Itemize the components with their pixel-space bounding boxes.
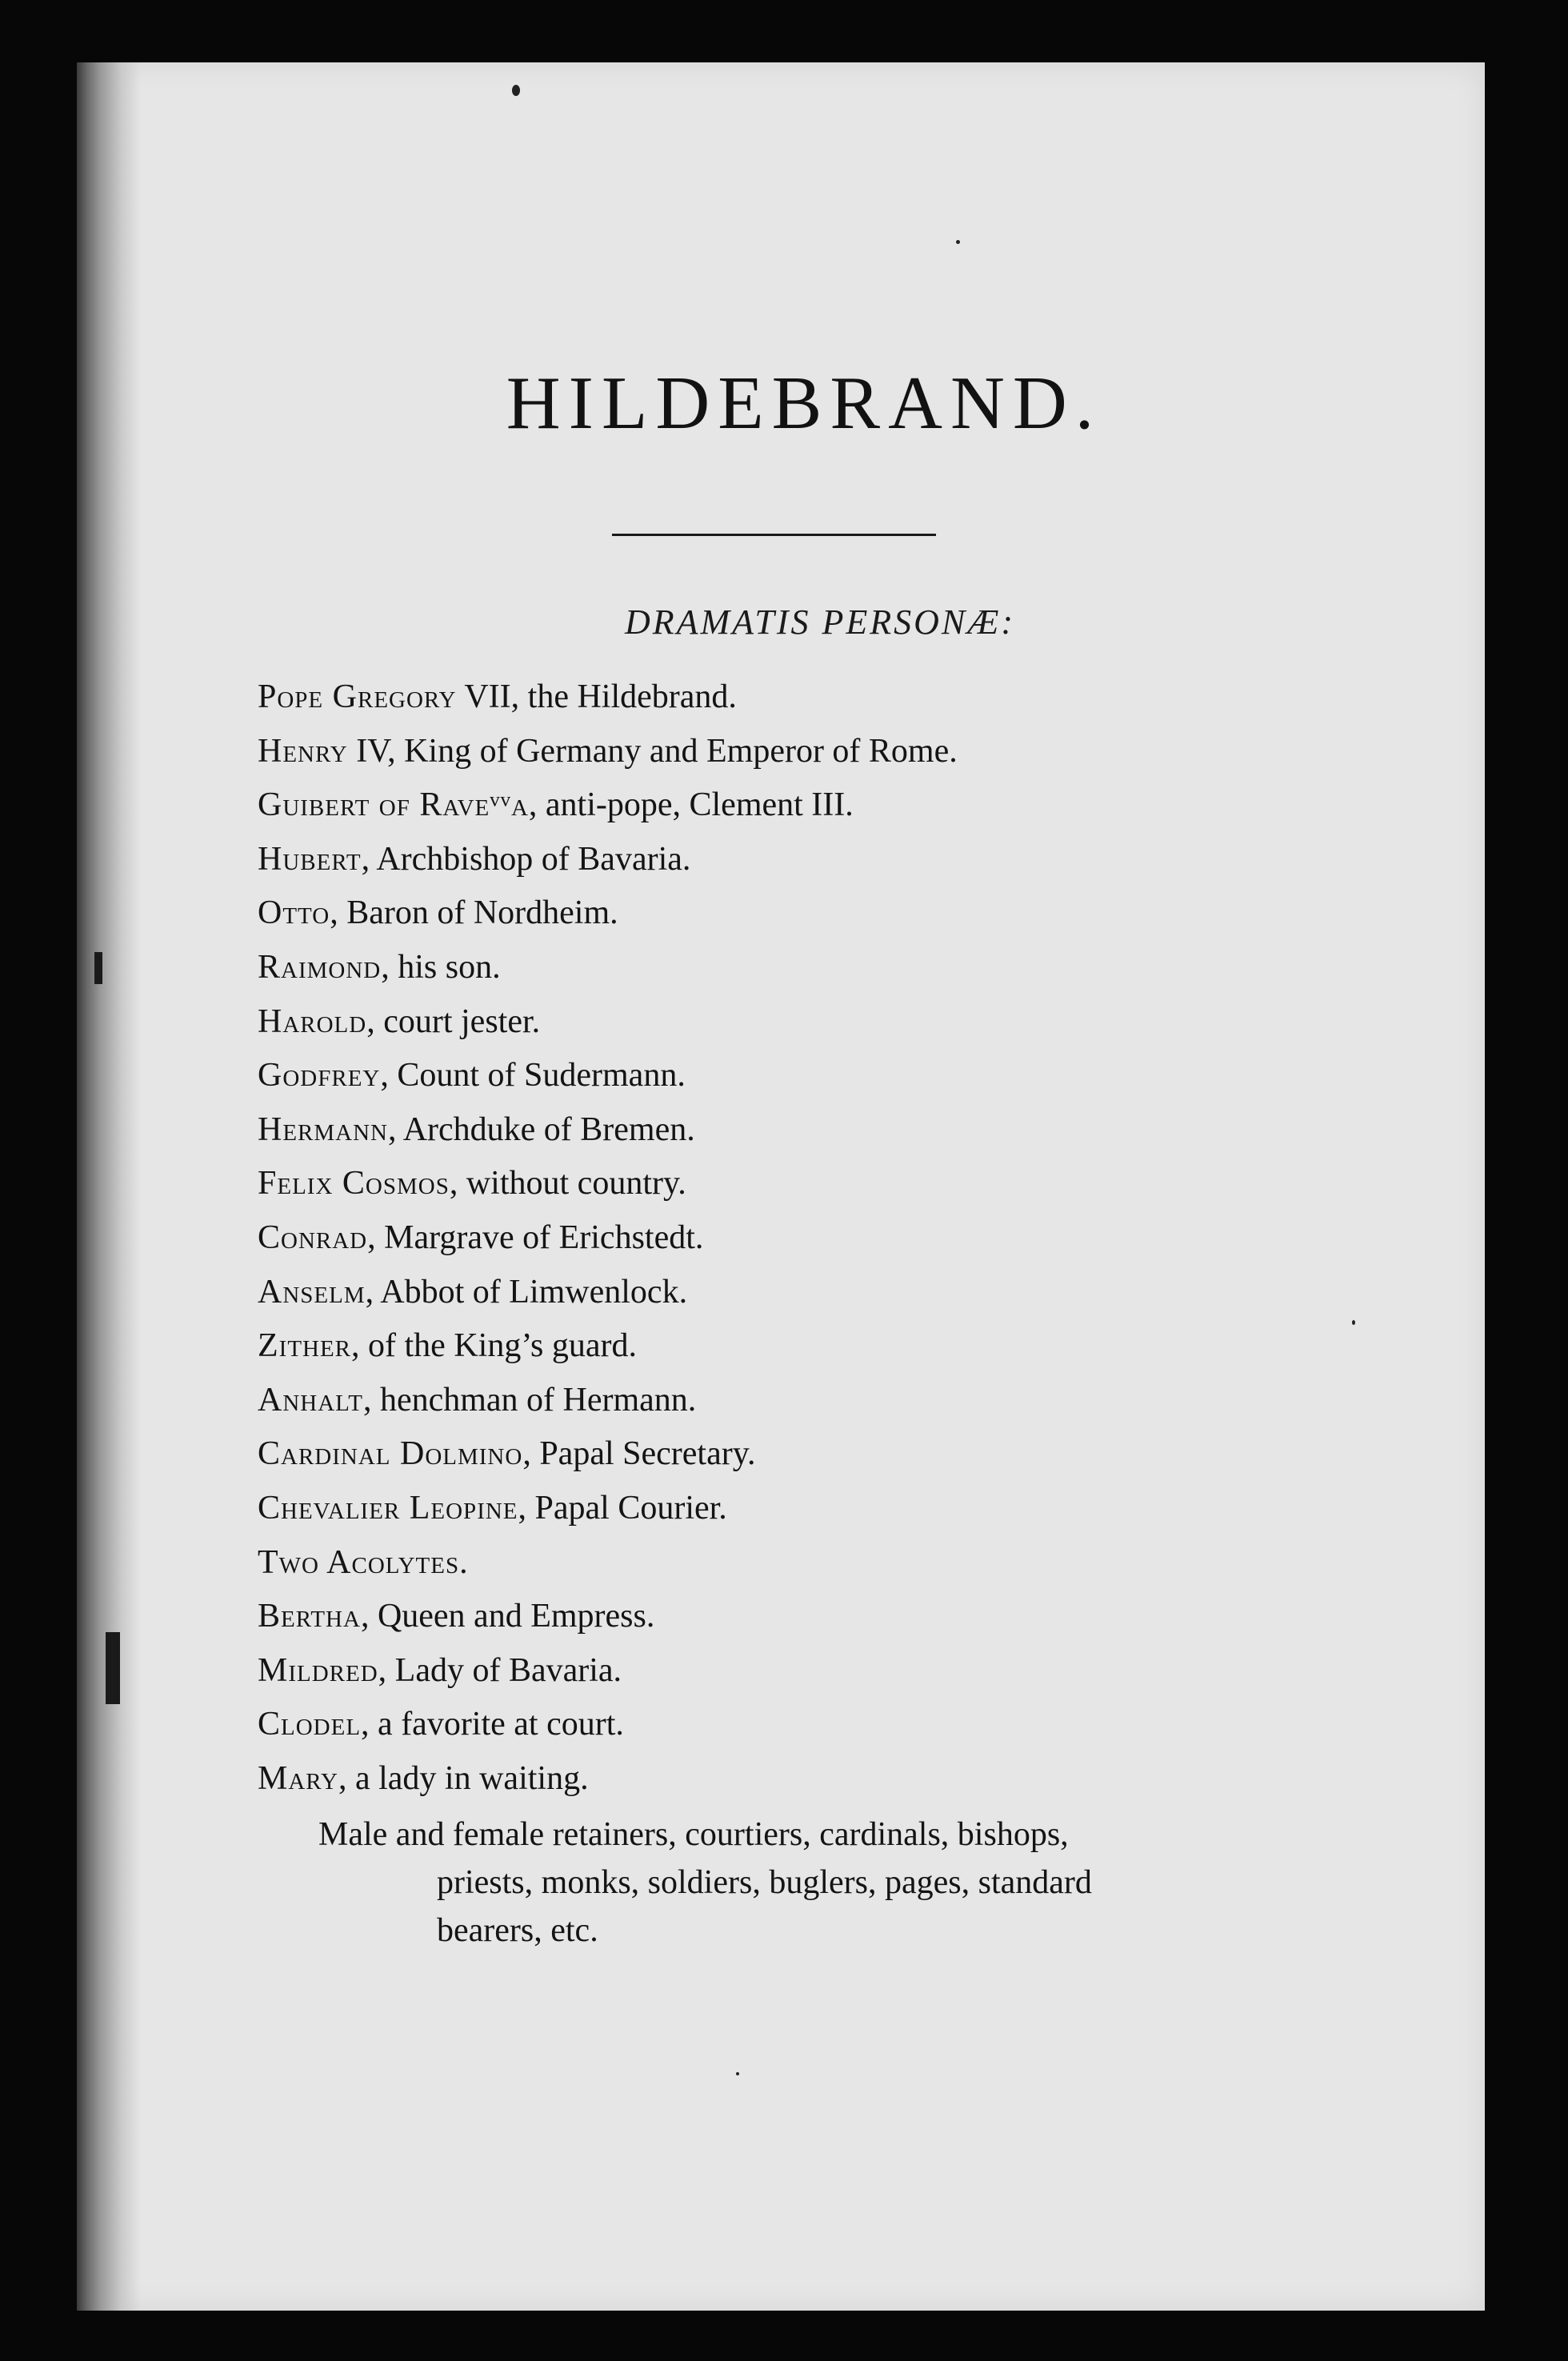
cast-entry [258,1049,1298,1103]
character-description: , without country. [449,1165,686,1203]
character-name: Anselm [258,1273,366,1311]
character-description: , court jester. [366,1002,541,1040]
character-name: Chevalier Leopine [258,1489,518,1527]
character-description: , Abbot of Limwenlock. [365,1273,688,1311]
cast-entry [258,1698,1298,1752]
character-description: , Papal Secretary. [522,1435,756,1473]
cast-entry [258,941,1298,995]
cast-entry [258,995,1298,1050]
ink-speck [736,2072,739,2075]
cast-entry [258,1103,1298,1158]
cast-list [258,670,1298,1806]
dramatis-personae-heading: DRAMATIS PERSONÆ: [624,602,1016,642]
character-description: IV, King of Germany and Emperor of Rome. [347,732,958,770]
cast-entry [258,1157,1298,1211]
character-name: Felix Cosmos [258,1165,450,1203]
character-name: Hermann [258,1110,389,1148]
extras-paragraph [318,1811,1278,1955]
character-description: VII, the Hildebrand. [456,678,737,715]
cast-entry [258,886,1298,941]
title-rule [612,534,936,536]
ink-speck [512,85,520,96]
character-name: Henry [258,732,348,770]
cast-entry [258,1644,1298,1699]
cast-entry [258,1211,1298,1266]
character-name: Harold [258,1002,367,1040]
cast-entry [258,833,1298,887]
character-description: , Papal Courier. [518,1489,727,1527]
character-description: , Count of Sudermann. [380,1057,686,1094]
character-name: Zither [258,1327,352,1365]
character-name: Raimond [258,948,382,986]
character-description: , Lady of Bavaria. [378,1651,622,1689]
character-description: , his son. [381,948,501,986]
character-description: , a lady in waiting. [338,1759,589,1797]
cast-entry [258,1374,1298,1428]
character-name: Guibert of Raveᵛᵛa [258,786,529,824]
character-name: Conrad [258,1219,368,1256]
character-name: Mildred [258,1651,378,1689]
character-name: Mary [258,1759,338,1797]
character-name: Otto [258,894,330,932]
cast-entry [258,778,1298,833]
extras-line: bearers, etc. [437,1912,598,1949]
character-name: Clodel [258,1706,362,1743]
binding-mark [94,952,102,984]
character-name: Bertha [258,1598,361,1635]
cast-entry [258,670,1298,725]
character-name: Pope Gregory [258,678,457,715]
cast-entry [258,1536,1298,1591]
character-name: Two Acolytes [258,1543,460,1581]
character-description: , a favorite at court. [361,1706,624,1743]
cast-entry [258,1482,1298,1536]
extras-line: Male and female retainers, courtiers, cardinals, bishops, [318,1816,1069,1853]
cast-entry [258,1590,1298,1644]
binding-mark [106,1632,120,1704]
character-description: , Queen and Empress. [360,1598,655,1635]
character-name: Cardinal Dolmino [258,1435,523,1473]
character-name: Anhalt [258,1381,363,1419]
character-description: , Archbishop of Bavaria. [361,840,691,878]
character-description: , of the King’s guard. [351,1327,637,1365]
extras-line: priests, monks, soldiers, buglers, pages, standard [437,1864,1092,1901]
page-title: HILDEBRAND. [506,362,1102,445]
cast-entry [258,1319,1298,1374]
character-description: , anti-pope, Clement III. [528,786,854,824]
ink-speck [956,240,960,244]
character-name: Hubert [258,840,362,878]
character-description: , Archduke of Bremen. [388,1110,695,1148]
cast-entry [258,725,1298,779]
cast-entry [258,1752,1298,1807]
cast-entry [258,1427,1298,1482]
cast-entry [258,1266,1298,1320]
character-name: Godfrey [258,1057,381,1094]
ink-speck [1352,1320,1355,1325]
character-description: , henchman of Hermann. [362,1381,697,1419]
character-description: , Baron of Nordheim. [330,894,618,932]
character-description: , Margrave of Erichstedt. [367,1219,704,1256]
character-description: . [459,1543,468,1581]
